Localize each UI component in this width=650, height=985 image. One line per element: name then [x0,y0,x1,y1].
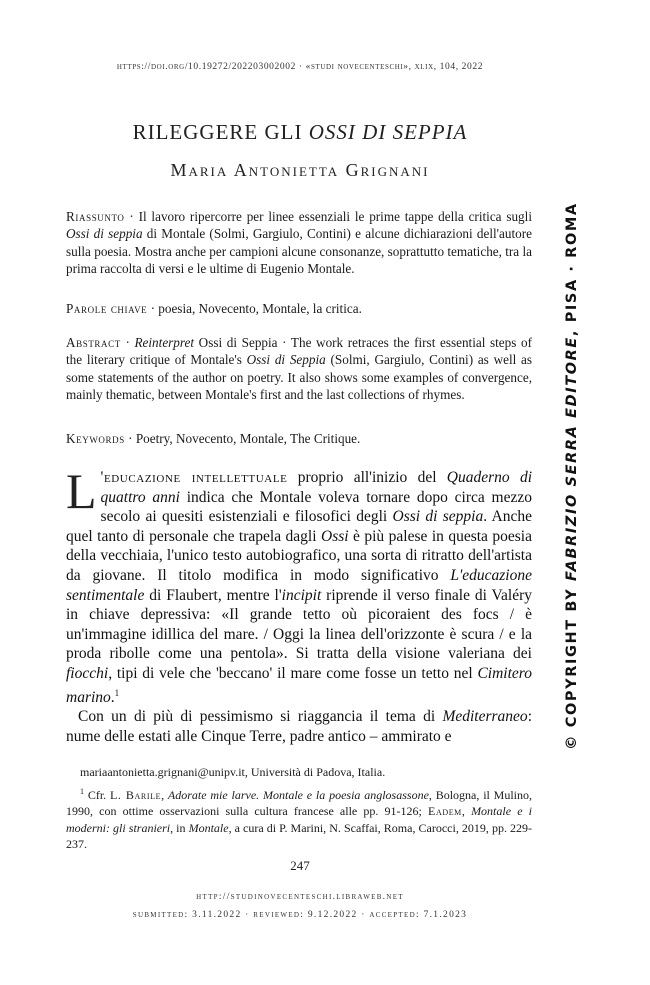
page-number: 247 [290,858,310,873]
footnotes [66,764,532,853]
copyright-publisher: FABRIZIO SERRA EDITORE [564,336,580,581]
opening-small-caps: 'educazione intellettuale [100,469,288,486]
body-italic: L'educazione sentimentale [66,566,532,604]
abstract-text-1: Ossi di Seppia · The work retraces the first essential steps of the literary critique of Montale's [66,335,532,368]
copyright-text: , PISA · ROMA [564,202,580,337]
abstract-block [66,334,532,403]
parole-chiave-text: poesia, Novecento, Montale, la critica. [158,301,362,316]
footnote-1 [66,784,532,853]
riassunto-italic: Ossi di seppia [66,226,143,242]
body-text: , tipi di vele che 'beccano' il mare come fosse un tetto nel [108,664,478,682]
footnote-1-number: 1 [80,786,84,796]
drop-cap: L [66,463,97,519]
abstract-text-2: (Solmi, Gargiulo, Contini) as well as some statements of the author on poetry. It also shows some examples of convergence, mainly thematic, between Montale's first and the last collections of rhymes. [66,352,533,402]
body-paragraph-1 [66,463,532,707]
footnote-text: , [161,787,168,802]
footnote-text: , a cura di P. Marini, N. Scaffai, Roma, Carocci, 2019, pp. 229-237. [66,820,532,851]
body-text: . Anche quel tanto di personale che trapela dagli [66,508,532,545]
keywords-sep: · [124,431,136,446]
doi-header: https://doi.org/10.19272/202203002002 · «studi novecenteschi», xlix, 104, 2022 [116,62,484,72]
parole-chiave-sep: · [147,301,159,316]
abstract-sep: · [120,335,135,350]
footnote-author: L. Barile [109,787,162,802]
footnote-ref-1[interactable]: 1 [114,687,120,698]
author-name: Maria Antonietta Grignani [170,160,430,180]
abstract-italic: Ossi di Seppia [246,352,326,368]
body-text: indica che Montale voleva tornare dopo circa mezzo secolo ai quesiti esistenziali e filosofici degli [100,488,532,526]
article-title [60,120,540,145]
footnote-text: Cfr. [84,787,110,802]
abstract-label: Abstract [66,335,121,350]
footnote-italic: Montale [188,820,229,835]
body-text: è più palese in questa poesia della vecchiaia, l'unico testo autobiografico, una sorta di ritratto dell'artista da giovane. Il titolo modifica in modo significativo [66,527,532,584]
body-text: Con un di più di pessimismo si riaggancia il tema di [78,708,443,726]
keywords-block [66,430,532,447]
footnote-author: Eadem [428,804,462,818]
body-text: : nume delle estati alle Cinque Terre, padre antico – ammirato e [66,708,532,745]
footnote-text: , in [170,820,189,835]
author-email-note: mariaantonietta.grignani@unipv.it, Università di Padova, Italia. [80,765,386,779]
journal-website[interactable]: http://studinovecenteschi.libraweb.net [196,892,404,902]
submission-dates: submitted: 3.11.2022 · reviewed: 9.12.2022 · accepted: 7.1.2023 [132,910,468,920]
footnote-italic: Montale e i moderni: gli stranieri [66,804,533,835]
footnote-text: , [461,804,472,818]
side-copyright-notice [564,202,586,750]
keywords-text: Poetry, Novecento, Montale, The Critique. [135,431,361,446]
body-paragraph-2 [66,707,532,746]
copyright-text: © COPYRIGHT BY [564,581,580,750]
footnote-italic: Adorate mie larve. Montale e la poesia anglosassone [167,787,429,802]
body-italic: Mediterraneo [442,708,528,726]
body-italic: incipit [281,586,322,604]
body-italic: fiocchi [66,664,109,682]
body-text: proprio all'inizio del [287,469,447,486]
riassunto-block [66,208,532,277]
body-text: di Flaubert, mentre l' [144,586,282,604]
body-italic: Ossi di seppia [392,508,484,526]
abstract-title-italic: Reinterpret [134,335,195,350]
article-body [66,463,532,746]
title-main: RILEGGERE GLI [132,120,309,144]
body-italic: Cimitero marino [66,664,532,706]
body-italic: Quaderno di quattro anni [100,469,532,506]
parole-chiave-block [66,300,532,317]
parole-chiave-label: Parole chiave [66,301,148,316]
riassunto-sep: · [124,209,139,224]
riassunto-text-1: Il lavoro ripercorre per linee essenziali le prime tappe della critica sugli [138,209,532,224]
riassunto-label: Riassunto [66,209,125,224]
riassunto-text-2: di Montale (Solmi, Gargiulo, Contini) e alcune dichiarazioni dell'autore sulla poesia. Mostra anche per campioni alcune consonanze, soprattutto tematiche, tra la prima raccolta di versi e le ultime di Eugenio Montale. [66,226,532,276]
body-italic: Ossi [321,527,349,545]
keywords-label: Keywords [66,431,125,446]
footnote-text: , Bologna, il Mulino, 1990, con ottime osservazioni sulla cultura francese alle pp. 91-126; [66,787,533,818]
body-text: . [110,688,115,706]
body-text: riprende il verso finale di Valéry in chiave depressiva: «Il grande tetto où picoraient des focs / è un'immagine idillica del mare. / Oggi la linea dell'orizzonte è scura / e la proda ribolle come una pentola». Si tratta della visione valeriana dei [66,586,532,663]
title-italic: OSSI DI SEPPIA [308,120,468,144]
